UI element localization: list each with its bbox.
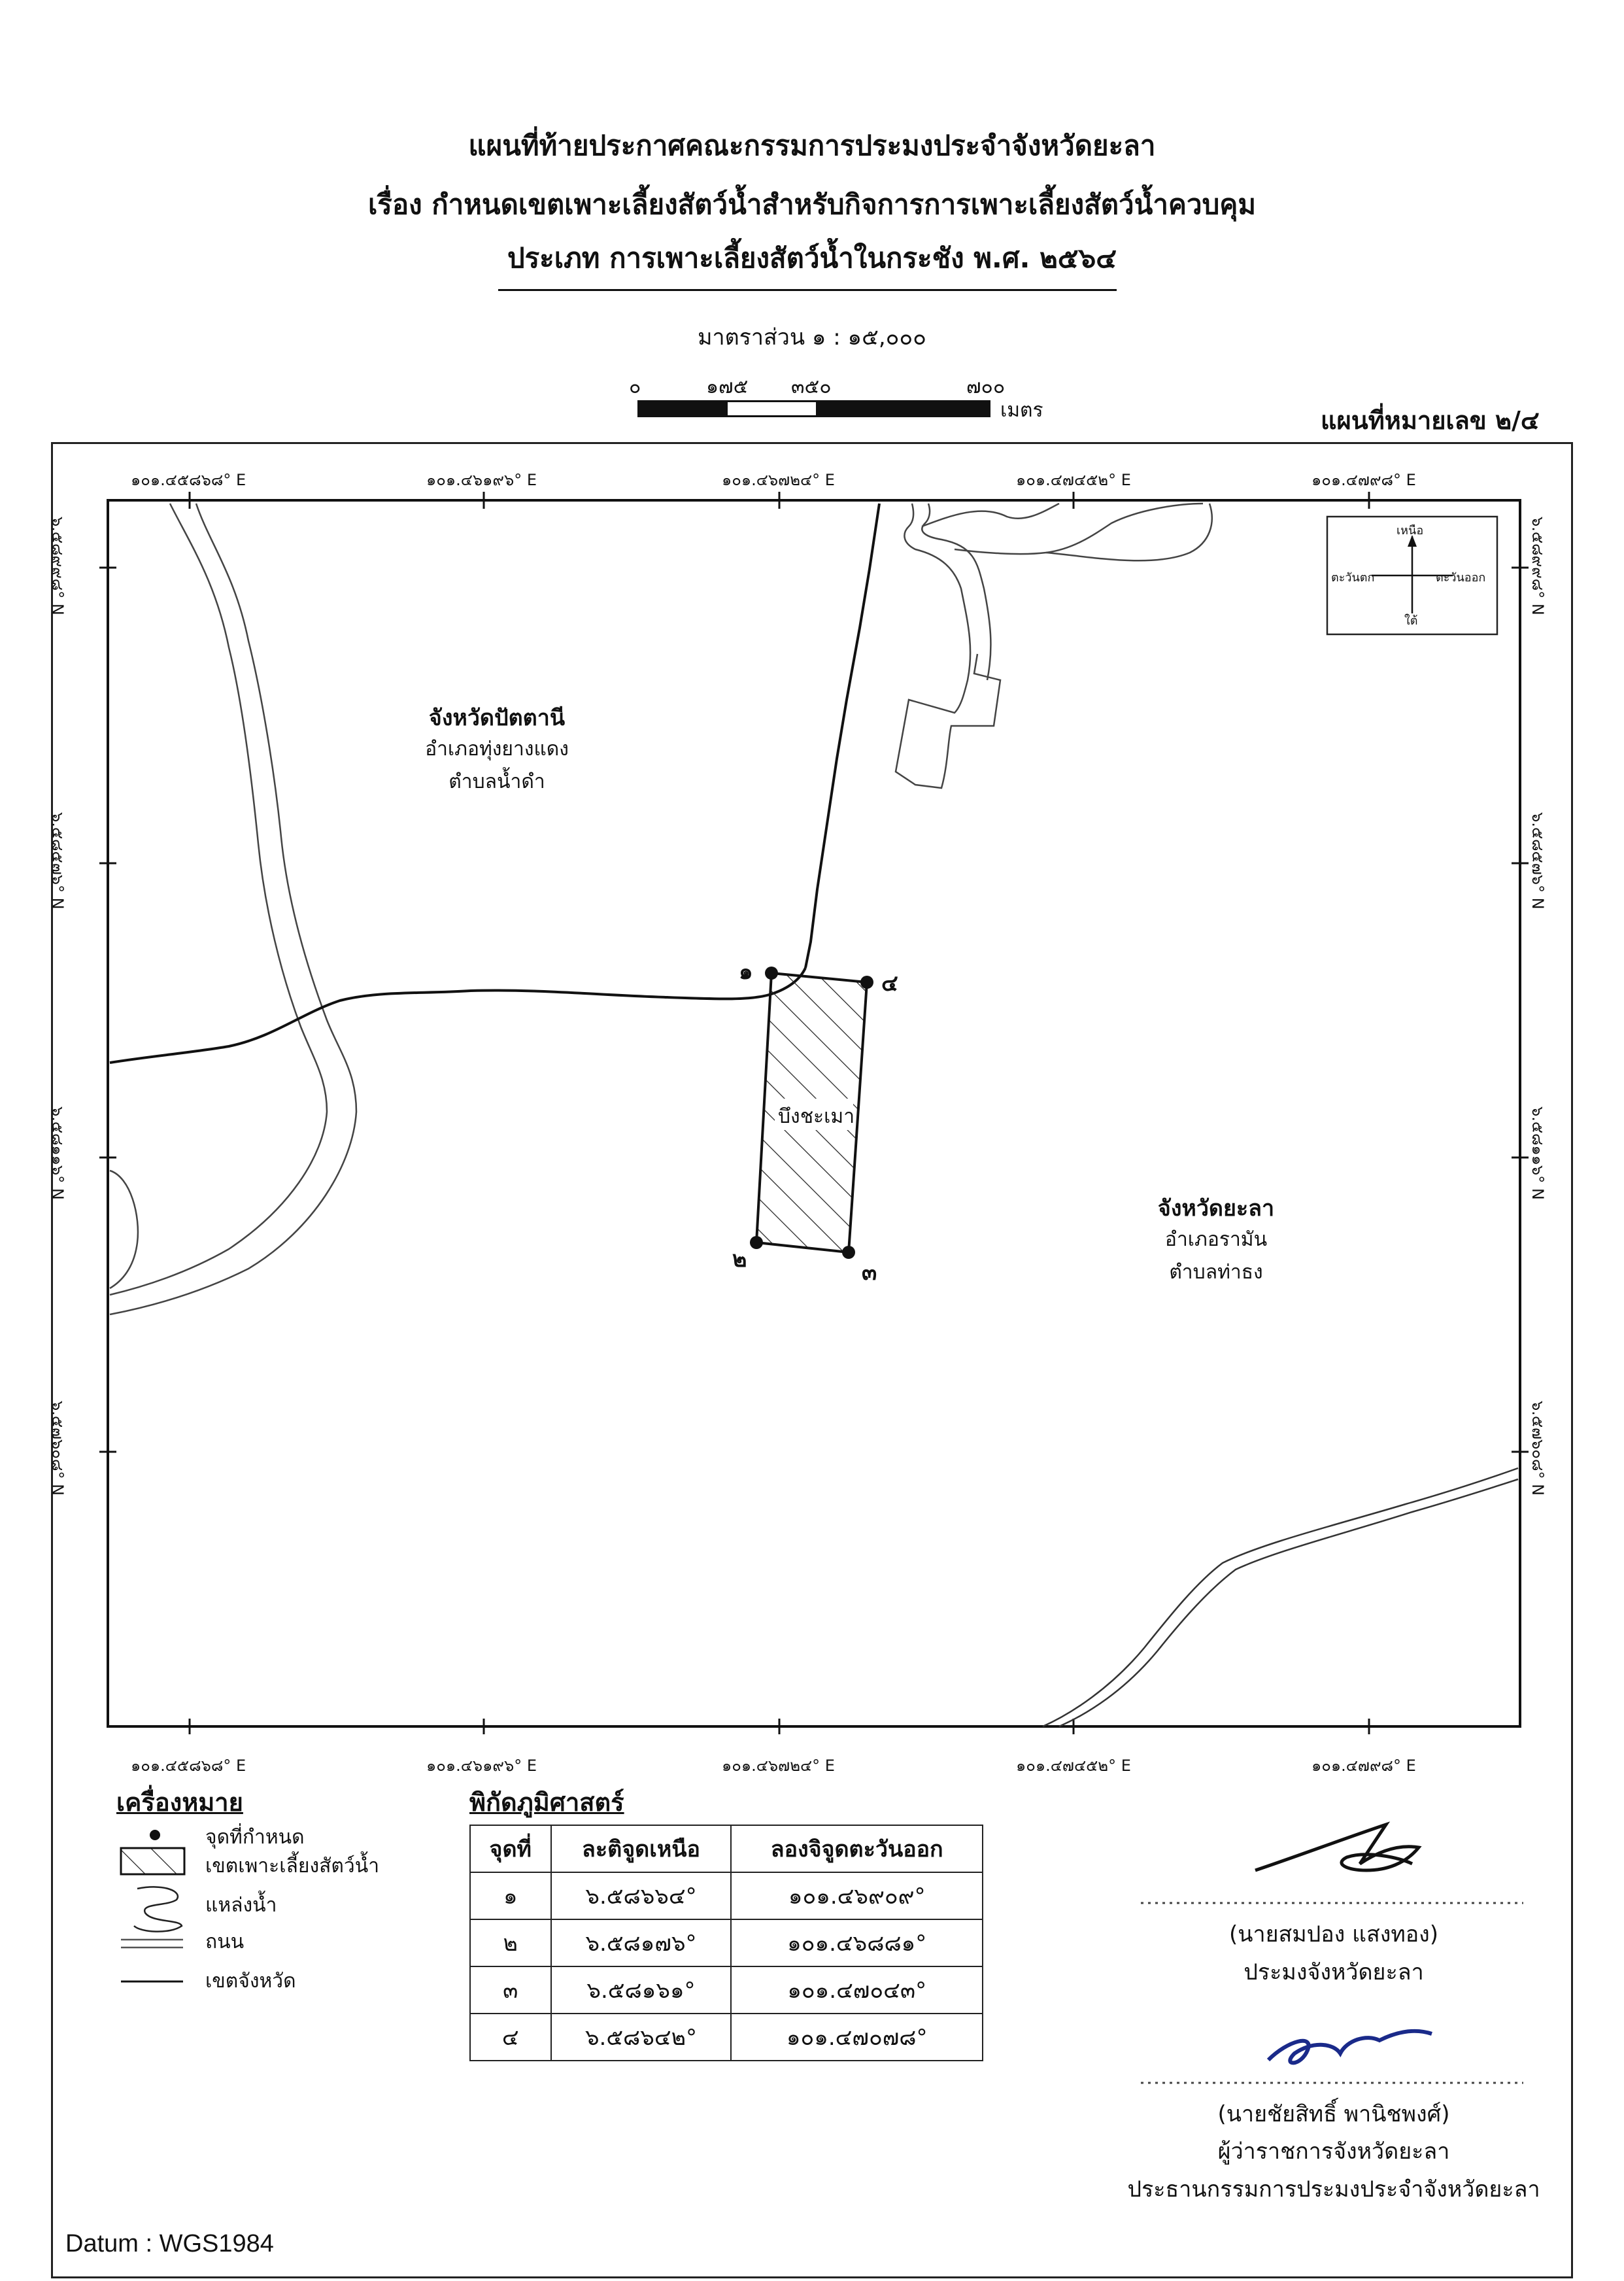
- pattani-province-label: จังหวัดปัตตานี: [428, 705, 566, 731]
- signer-1-name: (นายสมปอง แสงทอง): [1228, 1921, 1439, 1947]
- coords-point: ๓: [470, 1966, 551, 2014]
- coords-lat: ๖.๕๘๖๔๒°: [551, 2014, 732, 2061]
- legend-item-boundary: เขตจังหวัด: [205, 1970, 296, 1993]
- signer-2-name: (นายชัยสิทธิ์ พานิชพงศ์): [1217, 2101, 1450, 2127]
- yala-subdistrict-label: ตำบลท่าธง: [1169, 1261, 1263, 1284]
- coords-point: ๑: [470, 1872, 551, 1919]
- scale-tick-1: ๑๗๕: [706, 375, 749, 398]
- grat-bottom-2: ๑๐๑.๔๖๑๙๖° E: [426, 1757, 537, 1775]
- legend-item-water: แหล่งน้ำ: [205, 1894, 277, 1917]
- table-row: [470, 2014, 983, 2061]
- grat-left-3: ๖.๕๘๑๑๖° N: [48, 1106, 67, 1200]
- east-label: ตะวันออก: [1436, 571, 1486, 585]
- point-3-marker: [842, 1246, 855, 1259]
- signature-1: [1255, 1825, 1419, 1870]
- scale-tick-3: ๗๐๐: [966, 375, 1006, 398]
- coords-header-lat: ละติจูดเหนือ: [551, 1825, 732, 1872]
- grat-right-4: ๖.๕๗๖๐๘° N: [1529, 1401, 1547, 1496]
- grat-right-2: ๖.๕๘๕๗๖° N: [1529, 812, 1547, 910]
- signer-2-title-1: ผู้ว่าราชการจังหวัดยะลา: [1217, 2138, 1450, 2165]
- scale-tick-2: ๓๕๐: [791, 375, 832, 398]
- coords-lon: ๑๐๑.๔๖๙๐๙°: [731, 1872, 983, 1919]
- legend-zone-icon: [121, 1848, 184, 1874]
- grat-left-1: ๖.๕๘๙๙๘° N: [48, 517, 67, 615]
- water-body-lines: [110, 504, 1212, 1314]
- grat-top-3: ๑๐๑.๔๖๗๒๔° E: [722, 471, 835, 489]
- grat-bottom-1: ๑๐๑.๔๕๘๖๘° E: [131, 1757, 246, 1775]
- datum-label: Datum : WGS1984: [65, 2230, 274, 2257]
- pattani-district-label: อำเภอทุ่งยางแดง: [425, 738, 569, 761]
- coords-point: ๔: [470, 2014, 551, 2061]
- point-3-label: ๓: [862, 1260, 877, 1286]
- grat-top-2: ๑๐๑.๔๖๑๙๖° E: [426, 471, 537, 489]
- legend-item-zone: เขตเพาะเลี้ยงสัตว์น้ำ: [205, 1855, 380, 1878]
- legend-point-icon: [150, 1830, 160, 1840]
- table-row: [470, 1966, 983, 2014]
- legend-water-icon: [134, 1887, 182, 1931]
- grat-left-2: ๖.๕๘๕๗๖° N: [48, 812, 67, 910]
- scale-tick-0: ๐: [629, 375, 641, 398]
- water-body-label: บึงชะเมา: [778, 1105, 855, 1128]
- point-2-label: ๒: [732, 1246, 747, 1273]
- signer-1-title: ประมงจังหวัดยะลา: [1243, 1959, 1424, 1985]
- point-4-label: ๔: [881, 970, 898, 997]
- table-row: [470, 1872, 983, 1919]
- grat-top-4: ๑๐๑.๔๗๔๕๒° E: [1016, 471, 1131, 489]
- yala-district-label: อำเภอรามัน: [1164, 1228, 1268, 1251]
- grat-right-3: ๖.๕๘๑๑๖° N: [1529, 1106, 1547, 1200]
- title-line-1: แผนที่ท้ายประกาศคณะกรรมการประมงประจำจังหวัดยะลา: [468, 129, 1156, 162]
- north-label: เหนือ: [1396, 524, 1424, 538]
- coords-lon: ๑๐๑.๔๖๘๘๑°: [731, 1919, 983, 1966]
- title-line-3: ประเภท การเพาะเลี้ยงสัตว์น้ำในกระชัง พ.ศ. ๒๕๖๔: [507, 242, 1117, 274]
- point-4-marker: [860, 976, 873, 989]
- grat-top-5: ๑๐๑.๔๗๙๘° E: [1311, 471, 1416, 489]
- coords-lon: ๑๐๑.๔๗๐๗๘°: [731, 2014, 983, 2061]
- grat-left-4: ๖.๕๗๖๐๘° N: [48, 1401, 67, 1496]
- west-label: ตะวันตก: [1331, 571, 1375, 585]
- point-1-label: ๑: [739, 959, 753, 985]
- signer-2-title-2: ประธานกรรมการประมงประจำจังหวัดยะลา: [1127, 2176, 1540, 2203]
- grat-right-1: ๖.๕๘๙๙๘° N: [1529, 517, 1547, 615]
- grat-top-1: ๑๐๑.๔๕๘๖๘° E: [131, 471, 246, 489]
- grat-bottom-4: ๑๐๑.๔๗๔๕๒° E: [1016, 1757, 1131, 1775]
- table-row: [470, 1919, 983, 1966]
- point-2-marker: [750, 1236, 763, 1249]
- coords-header-lon: ลองจิจูดตะวันออก: [731, 1825, 983, 1872]
- coords-lat: ๖.๕๘๖๖๔°: [551, 1872, 732, 1919]
- grat-bottom-5: ๑๐๑.๔๗๙๘° E: [1311, 1757, 1416, 1775]
- coords-lon: ๑๐๑.๔๗๐๔๓°: [731, 1966, 983, 2014]
- coords-header-row: [470, 1825, 983, 1872]
- signature-2: [1268, 2031, 1432, 2063]
- point-1-marker: [765, 967, 778, 980]
- grat-bottom-3: ๑๐๑.๔๖๗๒๔° E: [722, 1757, 835, 1775]
- coords-title: พิกัดภูมิศาสตร์: [469, 1788, 624, 1817]
- south-label: ใต้: [1404, 614, 1418, 628]
- road-lines: [1043, 1468, 1518, 1726]
- legend-item-point: จุดที่กำหนด: [205, 1826, 305, 1849]
- legend-item-road: ถนน: [205, 1930, 245, 1953]
- coords-lat: ๖.๕๘๑๗๖°: [551, 1919, 732, 1966]
- coords-table: [469, 1825, 983, 2061]
- pattani-subdistrict-label: ตำบลน้ำดำ: [448, 770, 545, 793]
- legend-symbols: [121, 1830, 184, 1981]
- coords-point: ๒: [470, 1919, 551, 1966]
- scale-unit: เมตร: [1000, 399, 1043, 422]
- legend-title: เครื่องหมาย: [116, 1788, 243, 1817]
- title-line-2: เรื่อง กำหนดเขตเพาะเลี้ยงสัตว์น้ำสำหรับกิจการการเพาะเลี้ยงสัตว์น้ำควบคุม: [367, 188, 1257, 220]
- coords-lat: ๖.๕๘๑๖๑°: [551, 1966, 732, 2014]
- scale-label: มาตราส่วน ๑ : ๑๕,๐๐๐: [698, 324, 926, 351]
- map-number: แผนที่หมายเลข ๒/๔: [1321, 406, 1540, 435]
- yala-province-label: จังหวัดยะลา: [1157, 1195, 1275, 1222]
- coords-header-point: จุดที่: [470, 1825, 551, 1872]
